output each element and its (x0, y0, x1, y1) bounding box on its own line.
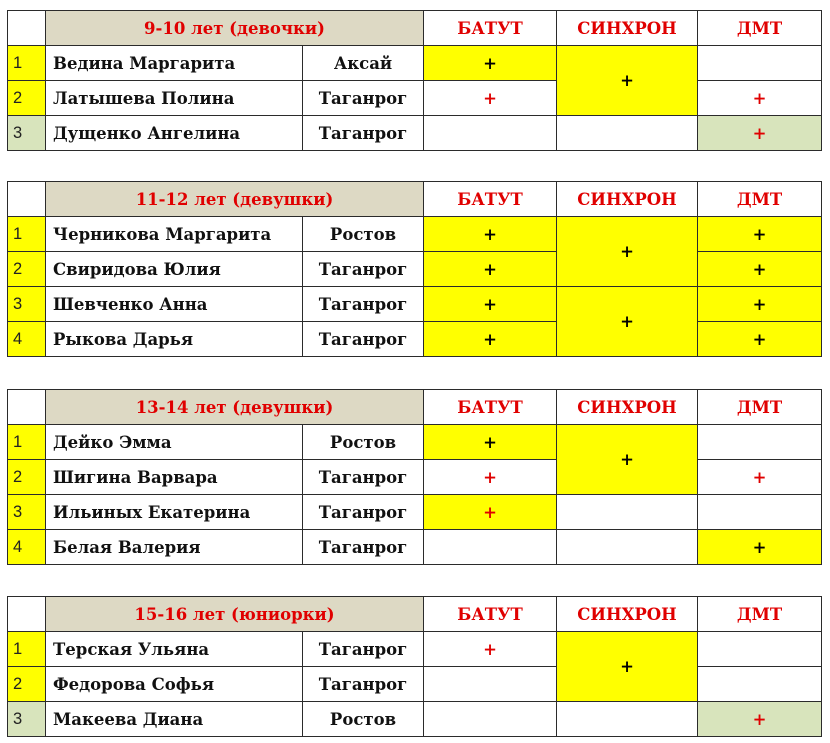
batut-mark: + (424, 460, 557, 495)
table-row (8, 632, 822, 667)
group-table (7, 389, 822, 565)
sinhron-mark: + (557, 217, 698, 287)
table-row (8, 46, 822, 81)
sinhron-cell-empty (557, 116, 698, 151)
row-number: 2 (8, 667, 46, 702)
sinhron-header: СИНХРОН (557, 597, 698, 632)
group-header-row (8, 11, 822, 46)
athlete-name: Федорова Софья (46, 667, 303, 702)
row-number: 3 (8, 287, 46, 322)
sinhron-header: СИНХРОН (557, 182, 698, 217)
batut-mark: + (424, 46, 557, 81)
sinhron-header: СИНХРОН (557, 11, 698, 46)
group-title: 13-14 лет (девушки) (46, 390, 424, 425)
row-number: 1 (8, 217, 46, 252)
corner-cell (8, 182, 46, 217)
sinhron-header: СИНХРОН (557, 390, 698, 425)
dmt-mark: + (698, 116, 822, 151)
dmt-mark: + (698, 530, 822, 565)
batut-header: БАТУТ (424, 182, 557, 217)
sinhron-cell-empty (557, 530, 698, 565)
athlete-name: Макеева Диана (46, 702, 303, 737)
athlete-name: Шигина Варвара (46, 460, 303, 495)
athlete-city: Таганрог (303, 495, 424, 530)
athlete-name: Дущенко Ангелина (46, 116, 303, 151)
dmt-cell-empty (698, 46, 822, 81)
row-number: 1 (8, 46, 46, 81)
group-title: 9-10 лет (девочки) (46, 11, 424, 46)
table-row (8, 287, 822, 322)
row-number: 3 (8, 495, 46, 530)
batut-header: БАТУТ (424, 597, 557, 632)
corner-cell (8, 597, 46, 632)
row-number: 3 (8, 116, 46, 151)
dmt-mark: + (698, 287, 822, 322)
table-row (8, 322, 822, 357)
batut-mark: + (424, 495, 557, 530)
sinhron-mark: + (557, 46, 698, 116)
athlete-name: Свиридова Юлия (46, 252, 303, 287)
athlete-city: Таганрог (303, 81, 424, 116)
table-row (8, 460, 822, 495)
athlete-city: Таганрог (303, 116, 424, 151)
dmt-cell-empty (698, 632, 822, 667)
batut-mark: + (424, 287, 557, 322)
dmt-mark: + (698, 81, 822, 116)
group-table (7, 181, 822, 357)
dmt-mark: + (698, 322, 822, 357)
athlete-name: Шевченко Анна (46, 287, 303, 322)
batut-mark: + (424, 322, 557, 357)
group-header-row (8, 597, 822, 632)
sinhron-cell-empty (557, 495, 698, 530)
athlete-city: Таганрог (303, 530, 424, 565)
batut-header: БАТУТ (424, 11, 557, 46)
athlete-city: Ростов (303, 217, 424, 252)
row-number: 4 (8, 322, 46, 357)
dmt-header: ДМТ (698, 182, 822, 217)
row-number: 1 (8, 425, 46, 460)
athlete-city: Таганрог (303, 322, 424, 357)
dmt-cell-empty (698, 495, 822, 530)
batut-cell-empty (424, 702, 557, 737)
athlete-city: Таганрог (303, 460, 424, 495)
batut-mark: + (424, 81, 557, 116)
athlete-name: Латышева Полина (46, 81, 303, 116)
batut-header: БАТУТ (424, 390, 557, 425)
sinhron-mark: + (557, 425, 698, 495)
row-number: 4 (8, 530, 46, 565)
dmt-mark: + (698, 460, 822, 495)
athlete-city: Таганрог (303, 632, 424, 667)
batut-mark: + (424, 425, 557, 460)
athlete-name: Рыкова Дарья (46, 322, 303, 357)
athlete-city: Таганрог (303, 252, 424, 287)
batut-mark: + (424, 252, 557, 287)
group-table (7, 10, 822, 151)
table-row (8, 667, 822, 702)
row-number: 2 (8, 252, 46, 287)
table-row (8, 81, 822, 116)
athlete-city: Ростов (303, 702, 424, 737)
dmt-header: ДМТ (698, 11, 822, 46)
batut-cell-empty (424, 116, 557, 151)
batut-cell-empty (424, 530, 557, 565)
dmt-header: ДМТ (698, 597, 822, 632)
table-row (8, 116, 822, 151)
row-number: 3 (8, 702, 46, 737)
athlete-name: Ильиных Екатерина (46, 495, 303, 530)
athlete-city: Таганрог (303, 287, 424, 322)
athlete-name: Белая Валерия (46, 530, 303, 565)
table-row (8, 425, 822, 460)
sinhron-cell-empty (557, 702, 698, 737)
group-title: 11-12 лет (девушки) (46, 182, 424, 217)
row-number: 1 (8, 632, 46, 667)
dmt-cell-empty (698, 667, 822, 702)
group-header-row (8, 182, 822, 217)
sinhron-mark: + (557, 287, 698, 357)
corner-cell (8, 11, 46, 46)
athlete-city: Таганрог (303, 667, 424, 702)
batut-mark: + (424, 632, 557, 667)
dmt-mark: + (698, 217, 822, 252)
dmt-cell-empty (698, 425, 822, 460)
row-number: 2 (8, 460, 46, 495)
dmt-mark: + (698, 702, 822, 737)
table-row (8, 530, 822, 565)
batut-cell-empty (424, 667, 557, 702)
dmt-mark: + (698, 252, 822, 287)
athlete-name: Ведина Маргарита (46, 46, 303, 81)
athlete-city: Аксай (303, 46, 424, 81)
batut-mark: + (424, 217, 557, 252)
corner-cell (8, 390, 46, 425)
athlete-city: Ростов (303, 425, 424, 460)
group-title: 15-16 лет (юниорки) (46, 597, 424, 632)
table-row (8, 702, 822, 737)
athlete-name: Дейко Эмма (46, 425, 303, 460)
sinhron-mark: + (557, 632, 698, 702)
group-table (7, 596, 822, 737)
dmt-header: ДМТ (698, 390, 822, 425)
group-header-row (8, 390, 822, 425)
row-number: 2 (8, 81, 46, 116)
athlete-name: Черникова Маргарита (46, 217, 303, 252)
athlete-name: Терская Ульяна (46, 632, 303, 667)
table-row (8, 252, 822, 287)
table-row (8, 495, 822, 530)
table-row (8, 217, 822, 252)
